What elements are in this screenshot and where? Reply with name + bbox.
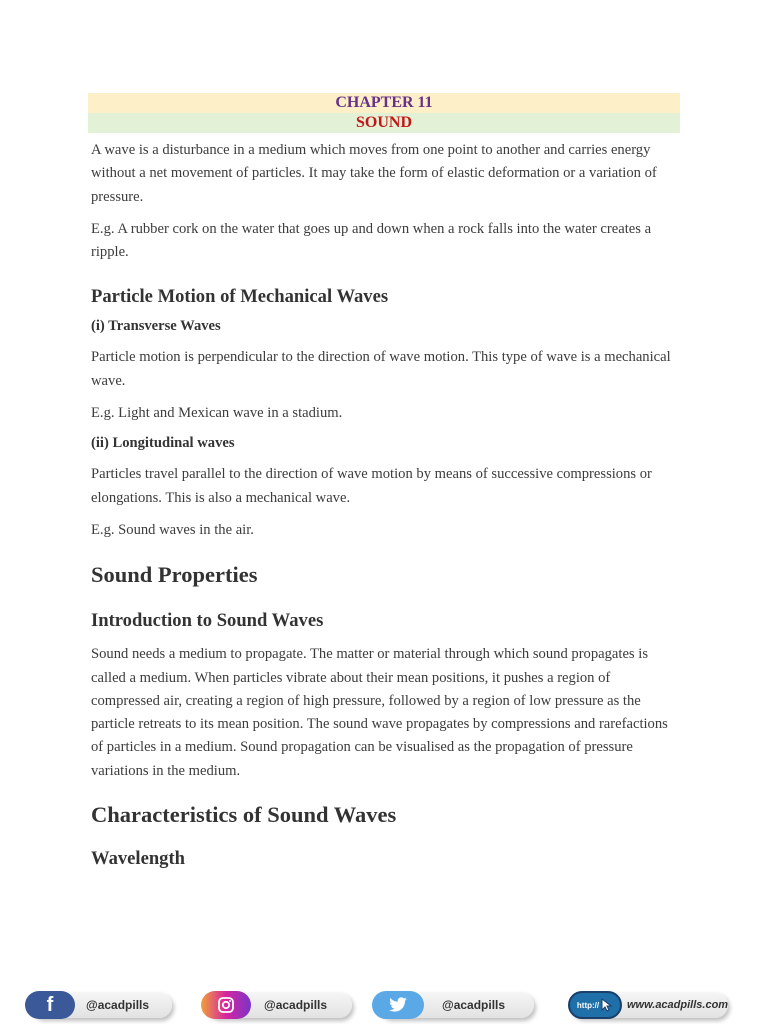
facebook-badge[interactable] [30, 992, 172, 1018]
twitter-icon [372, 991, 424, 1019]
social-footer [0, 986, 768, 1024]
chapter-banner [88, 93, 680, 133]
instagram-handle: @acadpills [264, 998, 328, 1012]
website-badge[interactable] [570, 992, 728, 1018]
website-url[interactable]: www.acadpills.com [627, 999, 729, 1011]
sound-waves-text: Sound needs a medium to propagate. The matter or material through which sound propagates is called a medium. When particles vibrate about their mean positions, it pushes a region of compressed air, creating a region of high pressure, followed by a region of low pressure as the particle retreats to its mean position. The sound wave propagates by compressions and rarefactions of particles in a medium. Sound propagation can be visualised as the propagation of pressure variations in the medium. [91, 646, 668, 779]
intro-paragraph: A wave is a disturbance in a medium which moves from one point to another and carries energy without a net movement of particles. It may take the form of elastic deformation or a variation of pressure. [91, 142, 657, 205]
longitudinal-example: E.g. Sound waves in the air. [91, 521, 254, 538]
transverse-heading: (i) Transverse Waves [91, 318, 221, 335]
facebook-handle: @acadpills [86, 998, 150, 1012]
intro-sound-waves-heading: Introduction to Sound Waves [91, 610, 324, 632]
twitter-handle: @acadpills [442, 998, 506, 1012]
longitudinal-text: Particles travel parallel to the direction of wave motion by means of successive compressions or elongations. This is also a mechanical wave. [91, 466, 652, 506]
sound-properties-heading: Sound Properties [91, 562, 258, 588]
intro-example: E.g. A rubber cork on the water that goes up and down when a rock falls into the water creates a ripple. [91, 220, 652, 261]
cursor-icon [601, 998, 613, 1012]
chapter-number: CHAPTER 11 [88, 93, 680, 113]
transverse-text: Particle motion is perpendicular to the direction of wave motion. This type of wave is a mechanical wave. [91, 349, 671, 389]
characteristics-heading: Characteristics of Sound Waves [91, 802, 397, 828]
browser-icon [568, 991, 622, 1019]
http-prefix: http:// [576, 1000, 600, 1010]
particle-motion-heading: Particle Motion of Mechanical Waves [91, 286, 389, 308]
chapter-title: SOUND [88, 113, 680, 133]
wavelength-heading: Wavelength [91, 848, 186, 870]
facebook-icon: f [25, 991, 75, 1019]
longitudinal-heading: (ii) Longitudinal waves [91, 435, 235, 452]
twitter-badge[interactable] [378, 992, 534, 1018]
instagram-icon [201, 991, 251, 1019]
transverse-example: E.g. Light and Mexican wave in a stadium. [91, 405, 343, 422]
document-content [91, 139, 679, 870]
instagram-badge[interactable] [206, 992, 352, 1018]
